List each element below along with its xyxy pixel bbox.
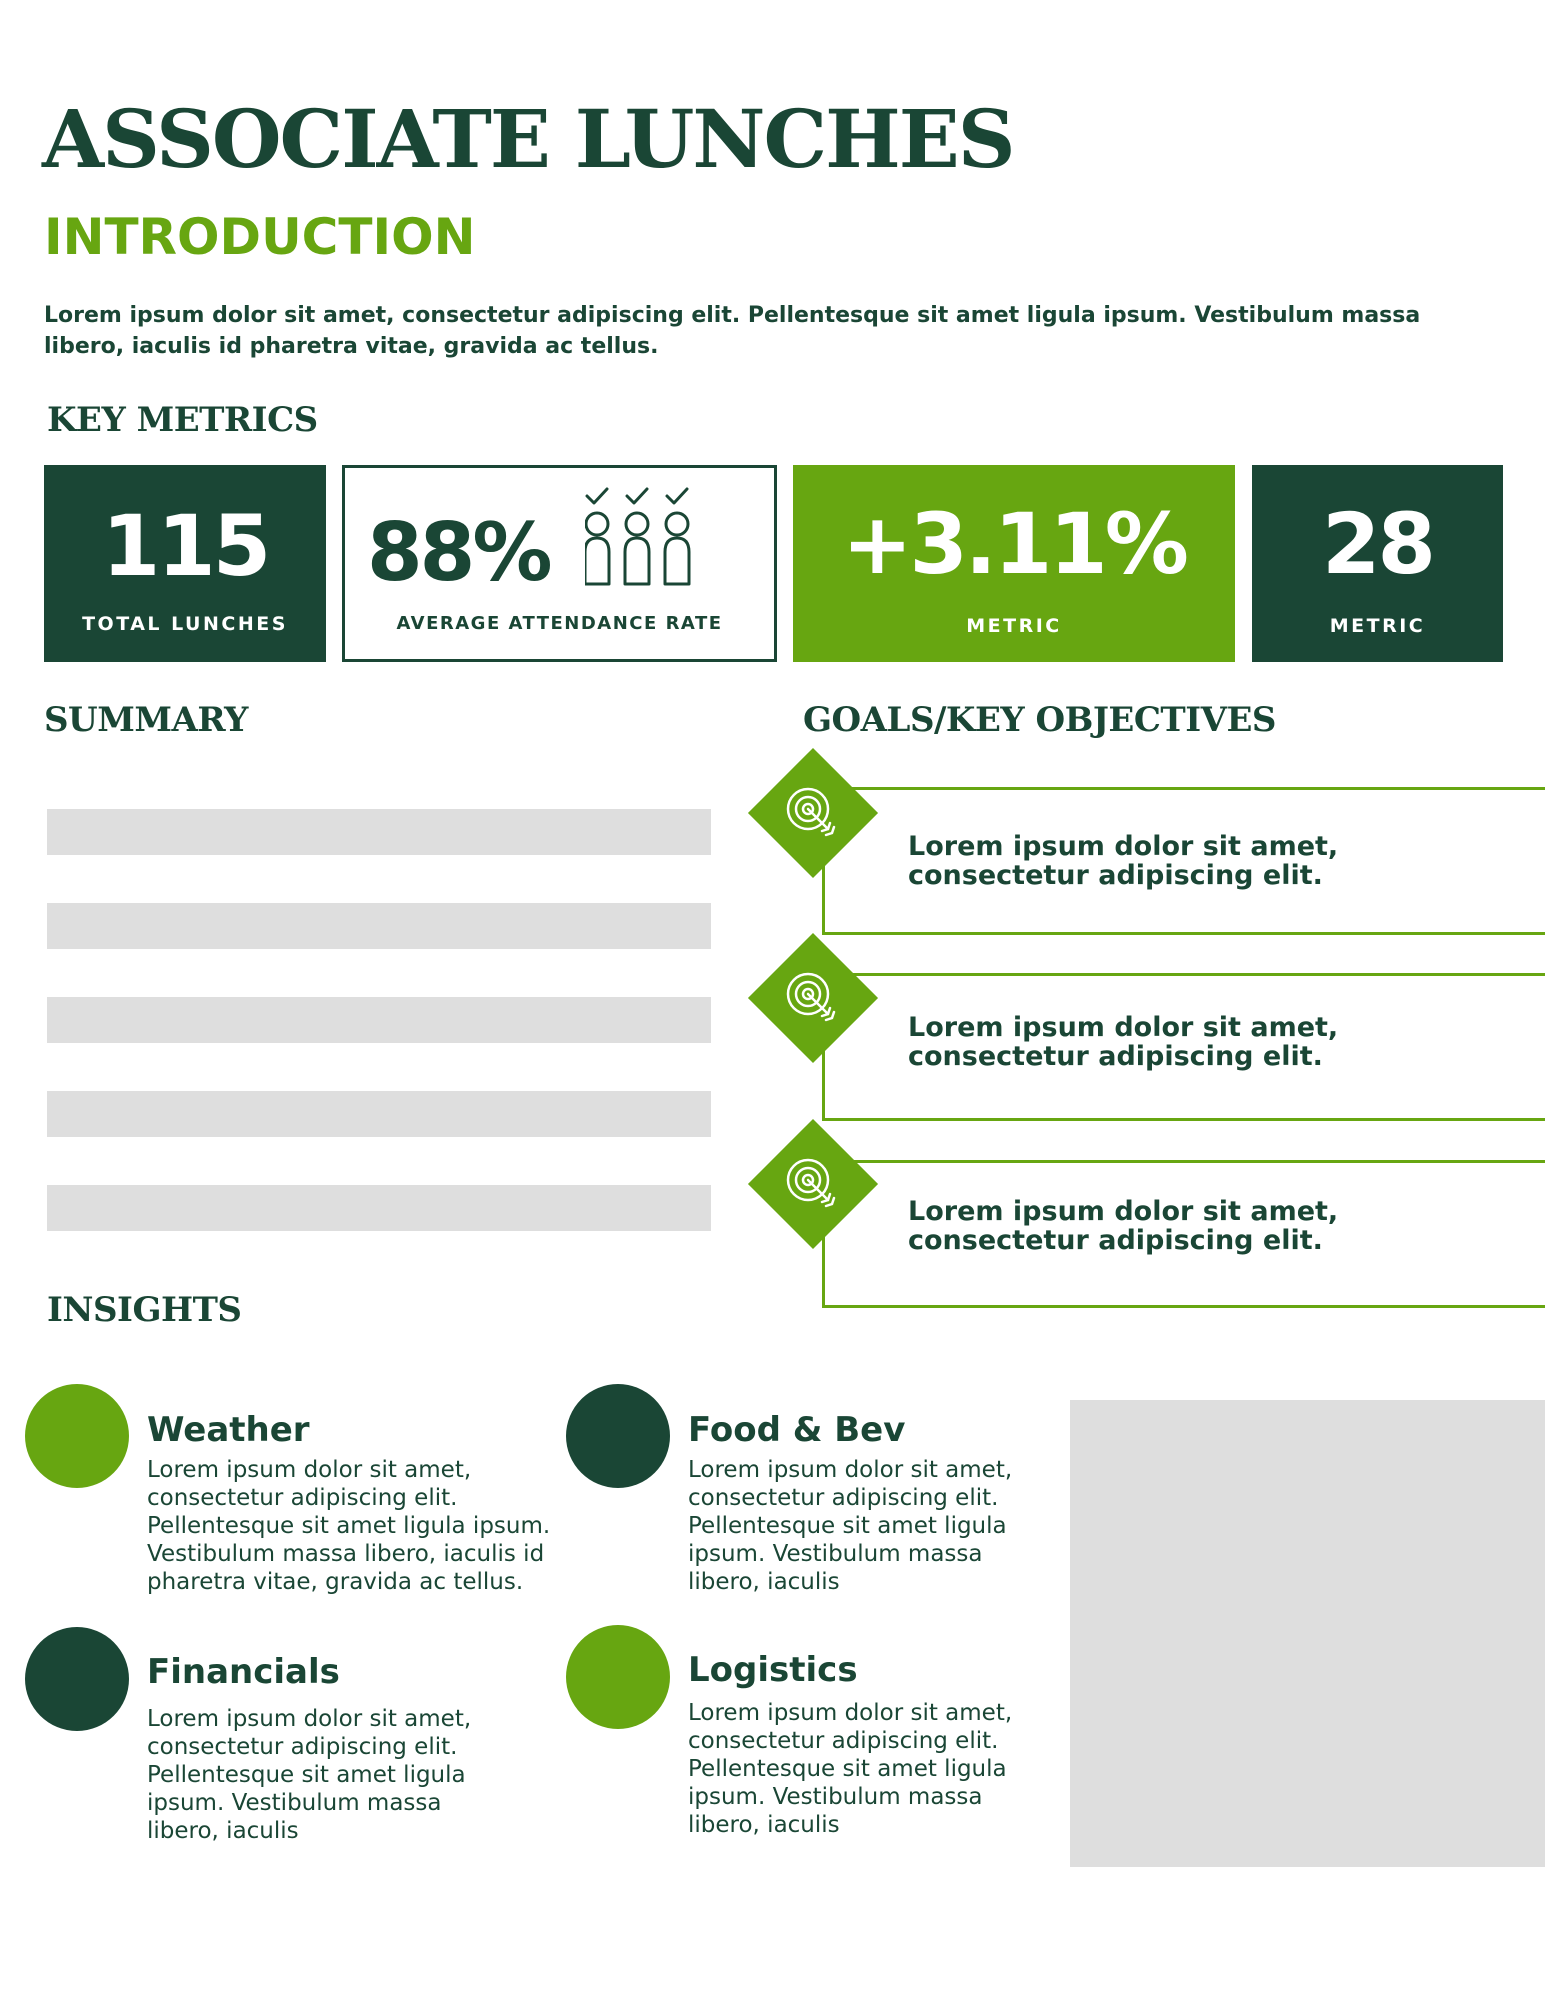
insight-body: Lorem ipsum dolor sit amet, consectetur adipiscing elit. Pellentesque sit amet ligula ipsum. Vestibulum massa libero, iaculis id pharetra vitae, gravida ac tellus.: [147, 1457, 551, 1595]
goal-text: Lorem ipsum dolor sit amet, consectetur adipiscing elit.: [908, 1196, 1339, 1256]
image-placeholder: [1070, 1400, 1545, 1867]
metric-attendance-rate: [342, 465, 777, 662]
insight-dot: [25, 1627, 129, 1731]
summary-placeholder-bar: [47, 997, 711, 1043]
insight-body: Lorem ipsum dolor sit amet, consectetur adipiscing elit. Pellentesque sit amet ligula ipsum. Vestibulum massa libero, iaculis: [688, 1700, 1013, 1838]
metric-count: [1252, 465, 1503, 662]
metric-label: TOTAL LUNCHES: [82, 613, 288, 635]
introduction-body: Lorem ipsum dolor sit amet, consectetur adipiscing elit. Pellentesque sit amet ligula ipsum. Vestibulum massa libero, iaculis id pharetra vitae, gravida ac tellus.: [44, 303, 1421, 359]
metric-total-lunches: [44, 465, 326, 662]
metric-label: METRIC: [966, 615, 1062, 637]
insight-title: Financials: [147, 1652, 340, 1692]
goals-heading: GOALS/KEY OBJECTIVES: [803, 700, 1276, 740]
target-icon: [778, 778, 848, 848]
goal-text: Lorem ipsum dolor sit amet, consectetur adipiscing elit.: [908, 831, 1339, 891]
target-icon: [778, 963, 848, 1033]
metric-value: +3.11%: [842, 495, 1186, 593]
metric-label: METRIC: [1329, 615, 1426, 637]
summary-placeholder-bar: [47, 1091, 711, 1137]
key-metrics-heading: KEY METRICS: [47, 400, 318, 440]
insight-title: Logistics: [688, 1650, 858, 1690]
summary-placeholder-bar: [47, 1185, 711, 1231]
insight-body: Lorem ipsum dolor sit amet, consectetur adipiscing elit. Pellentesque sit amet ligula ipsum. Vestibulum massa libero, iaculis: [688, 1457, 1013, 1595]
insight-title: Food & Bev: [688, 1410, 906, 1450]
page-title: ASSOCIATE LUNCHES: [42, 92, 1014, 186]
metric-label: AVERAGE ATTENDANCE RATE: [396, 613, 723, 634]
introduction-heading: INTRODUCTION: [44, 208, 476, 266]
insight-body: Lorem ipsum dolor sit amet, consectetur adipiscing elit. Pellentesque sit amet ligula ipsum. Vestibulum massa libero, iaculis: [147, 1706, 472, 1844]
goal-text: Lorem ipsum dolor sit amet, consectetur adipiscing elit.: [908, 1012, 1339, 1072]
summary-placeholder-bar: [47, 809, 711, 855]
metric-value: 28: [1322, 495, 1433, 593]
insight-dot: [566, 1384, 670, 1488]
summary-placeholder-bar: [47, 903, 711, 949]
insight-title: Weather: [147, 1410, 310, 1450]
summary-heading: SUMMARY: [44, 700, 248, 740]
insight-dot: [566, 1625, 670, 1729]
people-check-icon: [585, 486, 699, 588]
metric-growth: [793, 465, 1235, 662]
target-icon: [778, 1149, 848, 1219]
metric-value: 88%: [367, 506, 550, 599]
metric-value: 115: [101, 497, 269, 595]
insights-heading: INSIGHTS: [47, 1290, 242, 1330]
insight-dot: [25, 1384, 129, 1488]
